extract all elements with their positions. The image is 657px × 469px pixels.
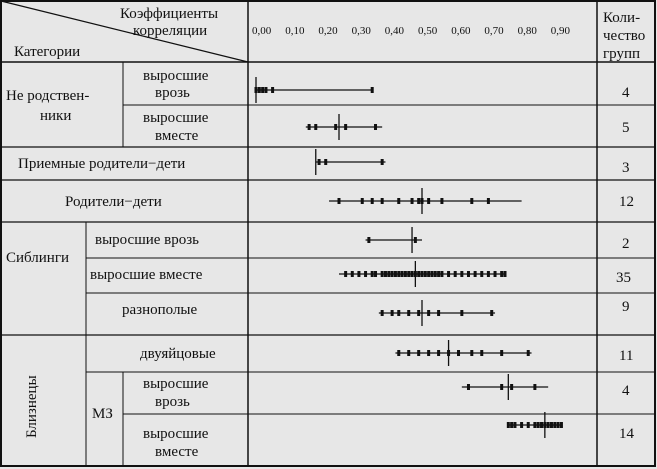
data-point bbox=[447, 271, 450, 277]
data-point bbox=[417, 271, 420, 277]
data-point bbox=[417, 310, 420, 316]
data-point bbox=[364, 271, 367, 277]
row-label-siblings-together: выросшие вместе bbox=[90, 267, 203, 283]
data-point bbox=[391, 271, 394, 277]
data-point bbox=[324, 159, 327, 165]
count-7: 9 bbox=[622, 299, 630, 315]
header-coef-line2: корреляции bbox=[133, 23, 208, 39]
tick-label: 0,70 bbox=[484, 25, 504, 37]
count-8: 11 bbox=[619, 348, 634, 364]
data-point bbox=[417, 350, 420, 356]
row-label-1a: выросшие bbox=[143, 68, 209, 84]
data-point bbox=[454, 271, 457, 277]
data-point bbox=[384, 271, 387, 277]
data-point bbox=[480, 350, 483, 356]
label-mz: МЗ bbox=[92, 406, 113, 422]
data-point bbox=[533, 384, 536, 390]
data-point bbox=[427, 271, 430, 277]
data-point bbox=[540, 422, 543, 428]
data-point bbox=[427, 310, 430, 316]
data-point bbox=[543, 422, 546, 428]
data-point bbox=[547, 422, 550, 428]
data-point bbox=[430, 271, 433, 277]
data-point bbox=[414, 271, 417, 277]
row-label-mz-together-b: вместе bbox=[155, 444, 199, 460]
header-count-line1: Коли- bbox=[603, 10, 641, 26]
data-point bbox=[533, 422, 536, 428]
row-label-parents: Родители−дети bbox=[65, 194, 162, 210]
row-label-2a: выросшие bbox=[143, 110, 209, 126]
data-point bbox=[414, 237, 417, 243]
data-point bbox=[357, 271, 360, 277]
data-point bbox=[407, 271, 410, 277]
data-point bbox=[397, 350, 400, 356]
data-point bbox=[334, 124, 337, 130]
data-point bbox=[490, 310, 493, 316]
data-point bbox=[374, 271, 377, 277]
tick-label: 0,40 bbox=[384, 25, 405, 37]
row-label-2b: вместе bbox=[155, 128, 199, 144]
data-point bbox=[387, 271, 390, 277]
data-point bbox=[421, 198, 424, 204]
tick-label: 0,20 bbox=[318, 25, 338, 37]
data-point bbox=[371, 271, 374, 277]
label-twins: Близнецы bbox=[24, 375, 40, 438]
data-point bbox=[271, 87, 274, 93]
row-label-1b: врозь bbox=[155, 85, 190, 101]
data-point bbox=[397, 271, 400, 277]
data-point bbox=[487, 271, 490, 277]
data-point bbox=[264, 87, 267, 93]
data-point bbox=[467, 271, 470, 277]
count-10: 14 bbox=[619, 426, 634, 442]
data-point bbox=[500, 350, 503, 356]
tick-label: 0,90 bbox=[550, 25, 571, 37]
data-point bbox=[427, 350, 430, 356]
data-point bbox=[371, 87, 374, 93]
label-siblings: Сиблинги bbox=[6, 250, 70, 266]
data-point bbox=[258, 87, 261, 93]
data-point bbox=[440, 271, 443, 277]
data-point bbox=[437, 350, 440, 356]
count-3: 3 bbox=[622, 160, 630, 176]
data-point bbox=[367, 237, 370, 243]
data-point bbox=[374, 124, 377, 130]
data-point bbox=[314, 124, 317, 130]
data-point bbox=[487, 198, 490, 204]
data-point bbox=[381, 310, 384, 316]
row-label-opposite-sex: разнополые bbox=[122, 302, 198, 318]
count-4: 12 bbox=[619, 194, 634, 210]
data-point bbox=[447, 350, 450, 356]
data-point bbox=[440, 198, 443, 204]
data-point bbox=[344, 124, 347, 130]
data-point bbox=[500, 384, 503, 390]
data-point bbox=[474, 271, 477, 277]
data-point bbox=[480, 271, 483, 277]
data-point bbox=[560, 422, 563, 428]
tick-labels bbox=[252, 25, 571, 37]
data-point bbox=[510, 422, 513, 428]
data-point bbox=[510, 384, 513, 390]
data-point bbox=[494, 271, 497, 277]
data-point bbox=[371, 198, 374, 204]
row-label-dizygotic: двуяйцовые bbox=[140, 346, 216, 362]
tick-label: 0,80 bbox=[517, 25, 537, 37]
data-point bbox=[381, 271, 384, 277]
data-point bbox=[381, 159, 384, 165]
data-point bbox=[397, 198, 400, 204]
data-point bbox=[338, 198, 341, 204]
data-point bbox=[537, 422, 540, 428]
data-point bbox=[351, 271, 354, 277]
data-point bbox=[318, 159, 321, 165]
data-point bbox=[527, 350, 530, 356]
row-label-mz-apart-a: выросшие bbox=[143, 376, 209, 392]
tick-label: 0,10 bbox=[285, 25, 305, 37]
data-point bbox=[500, 271, 503, 277]
data-point bbox=[417, 198, 420, 204]
tick-label: 0,50 bbox=[418, 25, 438, 37]
data-point bbox=[470, 198, 473, 204]
data-point bbox=[404, 271, 407, 277]
data-point bbox=[527, 422, 530, 428]
data-point bbox=[507, 422, 510, 428]
data-point bbox=[557, 422, 560, 428]
data-point bbox=[255, 87, 258, 93]
data-point bbox=[401, 271, 404, 277]
data-point bbox=[424, 271, 427, 277]
data-point bbox=[261, 87, 264, 93]
header-categories: Категории bbox=[14, 44, 81, 60]
data-point bbox=[381, 198, 384, 204]
data-point bbox=[361, 198, 364, 204]
data-point bbox=[457, 350, 460, 356]
count-6: 35 bbox=[616, 270, 631, 286]
data-point bbox=[421, 271, 424, 277]
label-not-related-2: ники bbox=[40, 108, 72, 124]
label-not-related-1: Не родствен- bbox=[6, 88, 90, 104]
data-point bbox=[437, 271, 440, 277]
tick-label: 0,60 bbox=[451, 25, 471, 37]
data-point bbox=[513, 422, 516, 428]
header-coef-line1: Коэффициенты bbox=[120, 6, 219, 22]
data-point bbox=[520, 422, 523, 428]
data-point bbox=[391, 310, 394, 316]
data-point bbox=[397, 310, 400, 316]
tick-label: 0,30 bbox=[351, 25, 371, 37]
data-point bbox=[427, 198, 430, 204]
header-count-line2: чество bbox=[603, 28, 646, 44]
data-point bbox=[467, 384, 470, 390]
data-point bbox=[407, 310, 410, 316]
count-1: 4 bbox=[622, 85, 630, 101]
data-point bbox=[411, 198, 414, 204]
data-point bbox=[308, 124, 311, 130]
data-point bbox=[394, 271, 397, 277]
count-5: 2 bbox=[622, 236, 630, 252]
data-point bbox=[434, 271, 437, 277]
count-9: 4 bbox=[622, 383, 630, 399]
row-label-siblings-apart: выросшие врозь bbox=[95, 232, 200, 248]
data-point bbox=[460, 310, 463, 316]
count-2: 5 bbox=[622, 120, 630, 136]
data-point bbox=[437, 310, 440, 316]
data-point bbox=[407, 350, 410, 356]
tick-label: 0,00 bbox=[252, 25, 272, 37]
row-label-adoptive: Приемные родители−дети bbox=[18, 156, 186, 172]
data-point bbox=[460, 271, 463, 277]
header-count-line3: групп bbox=[603, 46, 641, 62]
data-point bbox=[504, 271, 507, 277]
data-point bbox=[550, 422, 553, 428]
data-point bbox=[344, 271, 347, 277]
data-point bbox=[470, 350, 473, 356]
row-label-mz-apart-b: врозь bbox=[155, 394, 190, 410]
row-label-mz-together-a: выросшие bbox=[143, 426, 209, 442]
data-point bbox=[553, 422, 556, 428]
data-point bbox=[411, 271, 414, 277]
